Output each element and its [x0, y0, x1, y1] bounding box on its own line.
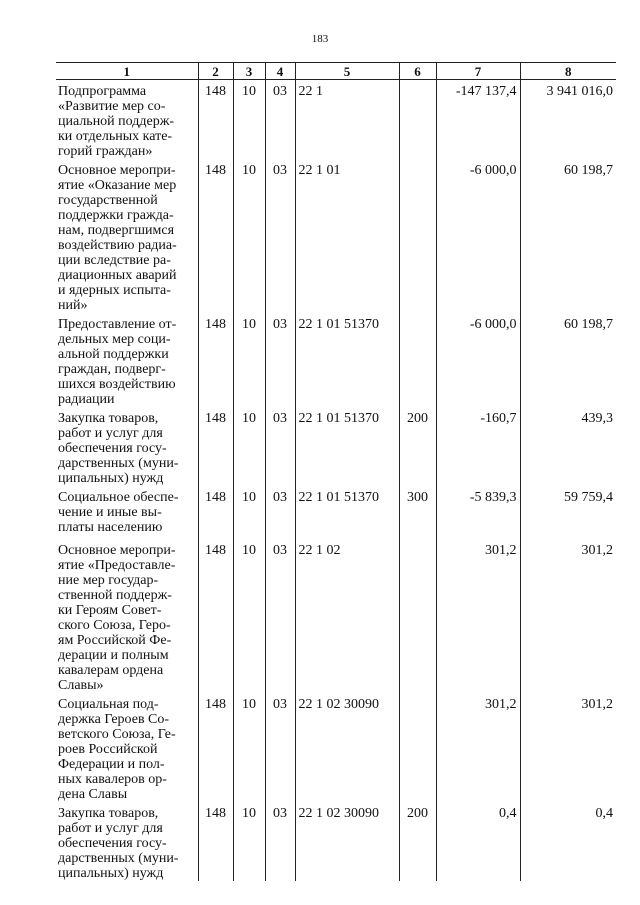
cell-col6: [399, 80, 436, 160]
cell-col3: 10: [233, 407, 265, 486]
cell-col2: 148: [198, 539, 233, 693]
cell-col7: -160,7: [436, 407, 520, 486]
cell-col2: 148: [198, 802, 233, 881]
table-row: [56, 802, 616, 881]
column-header: 3: [233, 63, 265, 80]
row-name: Социальная под- держка Героев Со- ветского Союза, Ге- роев Российской Федерации и пол- ных кавалеров ор- дена Славы: [58, 697, 176, 802]
row-name-cell: [56, 313, 198, 407]
cell-col5: 22 1: [295, 80, 399, 160]
cell-col6: 300: [399, 486, 436, 539]
cell-col6: [399, 159, 436, 313]
cell-col7: -5 839,3: [436, 486, 520, 539]
row-name-cell: [56, 486, 198, 539]
column-header: 2: [198, 63, 233, 80]
cell-col3: 10: [233, 539, 265, 693]
table-row: [56, 407, 616, 486]
cell-col6: [399, 539, 436, 693]
cell-col8: 3 941 016,0: [520, 80, 616, 160]
page-number: 183: [311, 33, 329, 45]
cell-col3: 10: [233, 486, 265, 539]
cell-col3: 10: [233, 159, 265, 313]
table-row: [56, 313, 616, 407]
cell-col8: 439,3: [520, 407, 616, 486]
cell-col5: 22 1 02: [295, 539, 399, 693]
cell-col5: 22 1 02 30090: [295, 802, 399, 881]
cell-col7: -6 000,0: [436, 159, 520, 313]
row-name-cell: [56, 80, 198, 160]
cell-col8: 301,2: [520, 693, 616, 802]
cell-col5: 22 1 02 30090: [295, 693, 399, 802]
cell-col5: 22 1 01 51370: [295, 313, 399, 407]
cell-col8: 301,2: [520, 539, 616, 693]
table-row: [56, 693, 616, 802]
row-name: Закупка товаров, работ и услуг для обеспечения госу- дарственных (муни- ципальных) нужд: [58, 411, 179, 486]
cell-col2: 148: [198, 80, 233, 160]
cell-col4: 03: [265, 486, 295, 539]
cell-col4: 03: [265, 313, 295, 407]
cell-col8: 60 198,7: [520, 159, 616, 313]
cell-col7: -147 137,4: [436, 80, 520, 160]
row-name-cell: [56, 159, 198, 313]
column-header: 7: [436, 63, 520, 80]
column-header: 4: [265, 63, 295, 80]
row-name: Основное меропри- ятие «Предоставле- ние мер государ- ственной поддерж- ки Героям Совет- ского Союза, Геро- ям Российской Фе- дерации и полным кавалерам ордена Славы»: [58, 543, 176, 693]
cell-col2: 148: [198, 486, 233, 539]
cell-col7: 301,2: [436, 693, 520, 802]
budget-table: [56, 62, 616, 881]
column-header: 1: [56, 63, 198, 80]
row-name: Социальное обеспе- чение и иные вы- платы населению: [58, 490, 179, 535]
cell-col4: 03: [265, 539, 295, 693]
column-header: 8: [520, 63, 616, 80]
cell-col8: 59 759,4: [520, 486, 616, 539]
row-name: Основное меропри- ятие «Оказание мер государственной поддержки гражда- нам, подвергшимся воздействию радиа- ции вследствие ра- диационных аварий и ядерных испыта- ний»: [58, 163, 177, 313]
cell-col8: 60 198,7: [520, 313, 616, 407]
cell-col3: 10: [233, 802, 265, 881]
cell-col2: 148: [198, 407, 233, 486]
row-name-cell: [56, 407, 198, 486]
cell-col7: 0,4: [436, 802, 520, 881]
cell-col2: 148: [198, 313, 233, 407]
cell-col4: 03: [265, 407, 295, 486]
cell-col4: 03: [265, 693, 295, 802]
cell-col6: 200: [399, 802, 436, 881]
cell-col7: -6 000,0: [436, 313, 520, 407]
cell-col2: 148: [198, 693, 233, 802]
cell-col6: 200: [399, 407, 436, 486]
cell-col5: 22 1 01: [295, 159, 399, 313]
row-name: Подпрограмма «Развитие мер со- циальной поддерж- ки отдельных кате- горий граждан»: [58, 84, 175, 159]
cell-col5: 22 1 01 51370: [295, 486, 399, 539]
row-name-cell: [56, 539, 198, 693]
cell-col6: [399, 313, 436, 407]
row-name: Предоставление от- дельных мер соци- альной поддержки граждан, подверг- шихся воздействию радиации: [58, 317, 177, 407]
table-header-row: [56, 63, 616, 80]
column-header: 5: [295, 63, 399, 80]
cell-col5: 22 1 01 51370: [295, 407, 399, 486]
cell-col2: 148: [198, 159, 233, 313]
cell-col3: 10: [233, 693, 265, 802]
cell-col4: 03: [265, 80, 295, 160]
table-row: [56, 486, 616, 539]
table-row: [56, 539, 616, 693]
cell-col4: 03: [265, 802, 295, 881]
cell-col6: [399, 693, 436, 802]
cell-col3: 10: [233, 313, 265, 407]
row-name: Закупка товаров, работ и услуг для обеспечения госу- дарственных (муни- ципальных) нужд: [58, 806, 179, 881]
cell-col8: 0,4: [520, 802, 616, 881]
row-name-cell: [56, 693, 198, 802]
column-header: 6: [399, 63, 436, 80]
row-name-cell: [56, 802, 198, 881]
cell-col4: 03: [265, 159, 295, 313]
table-row: [56, 159, 616, 313]
table-row: [56, 80, 616, 160]
cell-col7: 301,2: [436, 539, 520, 693]
cell-col3: 10: [233, 80, 265, 160]
